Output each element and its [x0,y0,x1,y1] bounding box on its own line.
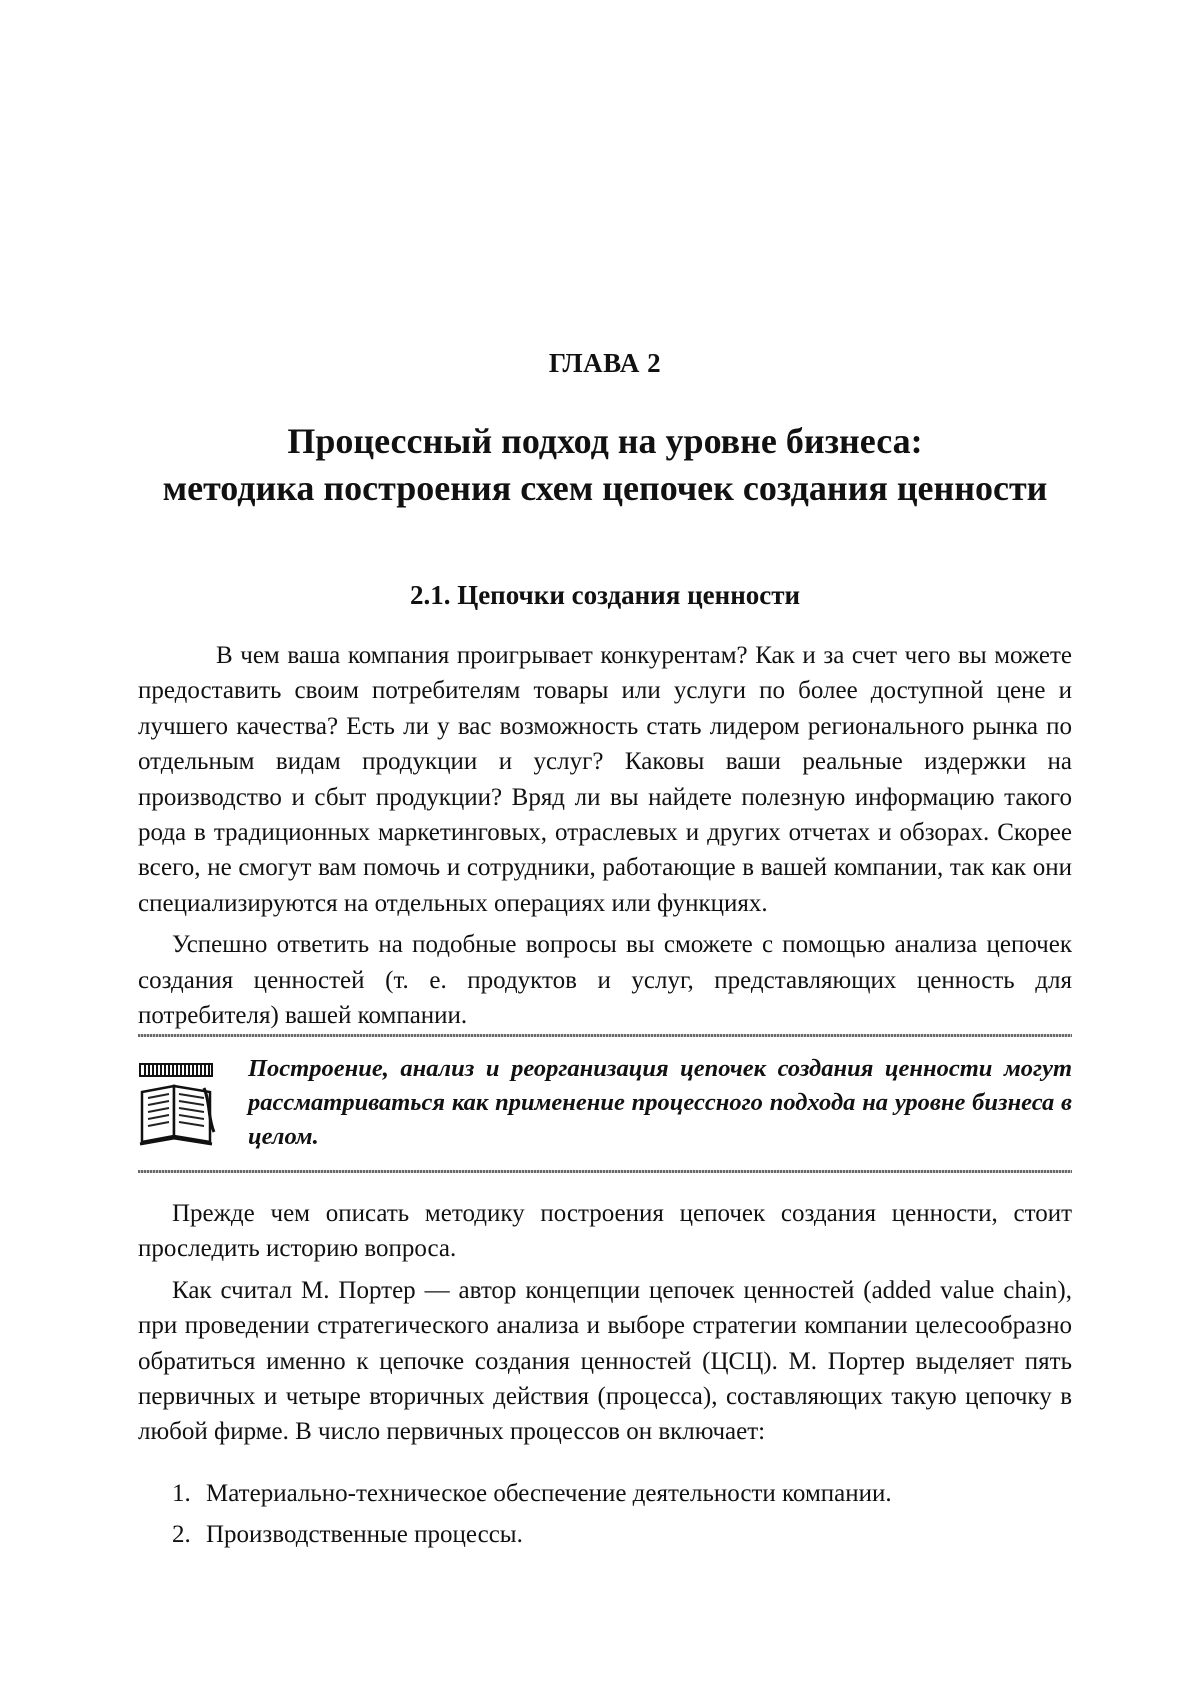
numbered-list [138,1476,1072,1559]
list-item-text: Материально-техническое обеспечение деятельности компании. [206,1480,892,1507]
chapter-title-line-1: Процессный подход на уровне бизнеса: [287,421,923,461]
list-item [138,1476,1072,1511]
chapter-label: ГЛАВА 2 [548,348,662,378]
chapter-title-line-2: методика построения схем цепочек создания ценности [162,468,1048,508]
page [138,0,1072,1684]
list-item-number: 2. [172,1521,191,1549]
note-text: Построение, анализ и реорганизация цепочек создания ценности могут рассматриваться как применение процессного подхода на уровне бизнеса в целом. [248,1055,1072,1150]
book-icon [138,1062,216,1150]
intro-text [138,638,1072,1033]
list-item-text: Производственные процессы. [206,1521,523,1549]
list-item-number: 1. [172,1480,191,1507]
section-title: 2.1. Цепочки создания ценности [409,580,801,610]
note-divider-top [138,1034,1072,1037]
main-text [138,1196,1072,1450]
note-divider-bottom [138,1170,1072,1173]
paragraph: В чем ваша компания проигрывает конкурентам? Как и за счет чего вы можете предоставить своим потребителям товары или услуги по более доступной цене и лучшего качества? Есть ли у вас возможность стать лидером регионального рынка по отдельным видам продукции и услуг? Каковы ваши реальные издержки на производство и сбыт продукции? Вряд ли вы найдете полезную информацию такого рода в традиционных маркетинговых, отраслевых и других отчетах и обзорах. Скорее всего, не смогут вам помочь и сотрудники, работающие в вашей компании, так как они специализируются на отдельных операциях или функциях. [138,642,1072,917]
paragraph: Как считал М. Портер — автор концепции цепочек ценностей (added value chain), при проведении стратегического анализа и выборе стратегии компании целесообразно обратиться именно к цепочке создания ценностей (ЦСЦ). М. Портер выделяет пять первичных и четыре вторичных действия (процесса), составляющих такую цепочку в любой фирме. В число первичных процессов он включает: [138,1276,1072,1446]
chapter-title [138,418,1072,512]
list-item [138,1517,1072,1552]
paragraph: Успешно ответить на подобные вопросы вы сможете с помощью анализа цепочек создания ценностей (т. е. продуктов и услуг, представляющих ценность для потребителя) вашей компании. [138,931,1072,1030]
paragraph: Прежде чем описать методику построения цепочек создания ценности, стоит проследить историю вопроса. [138,1200,1072,1263]
